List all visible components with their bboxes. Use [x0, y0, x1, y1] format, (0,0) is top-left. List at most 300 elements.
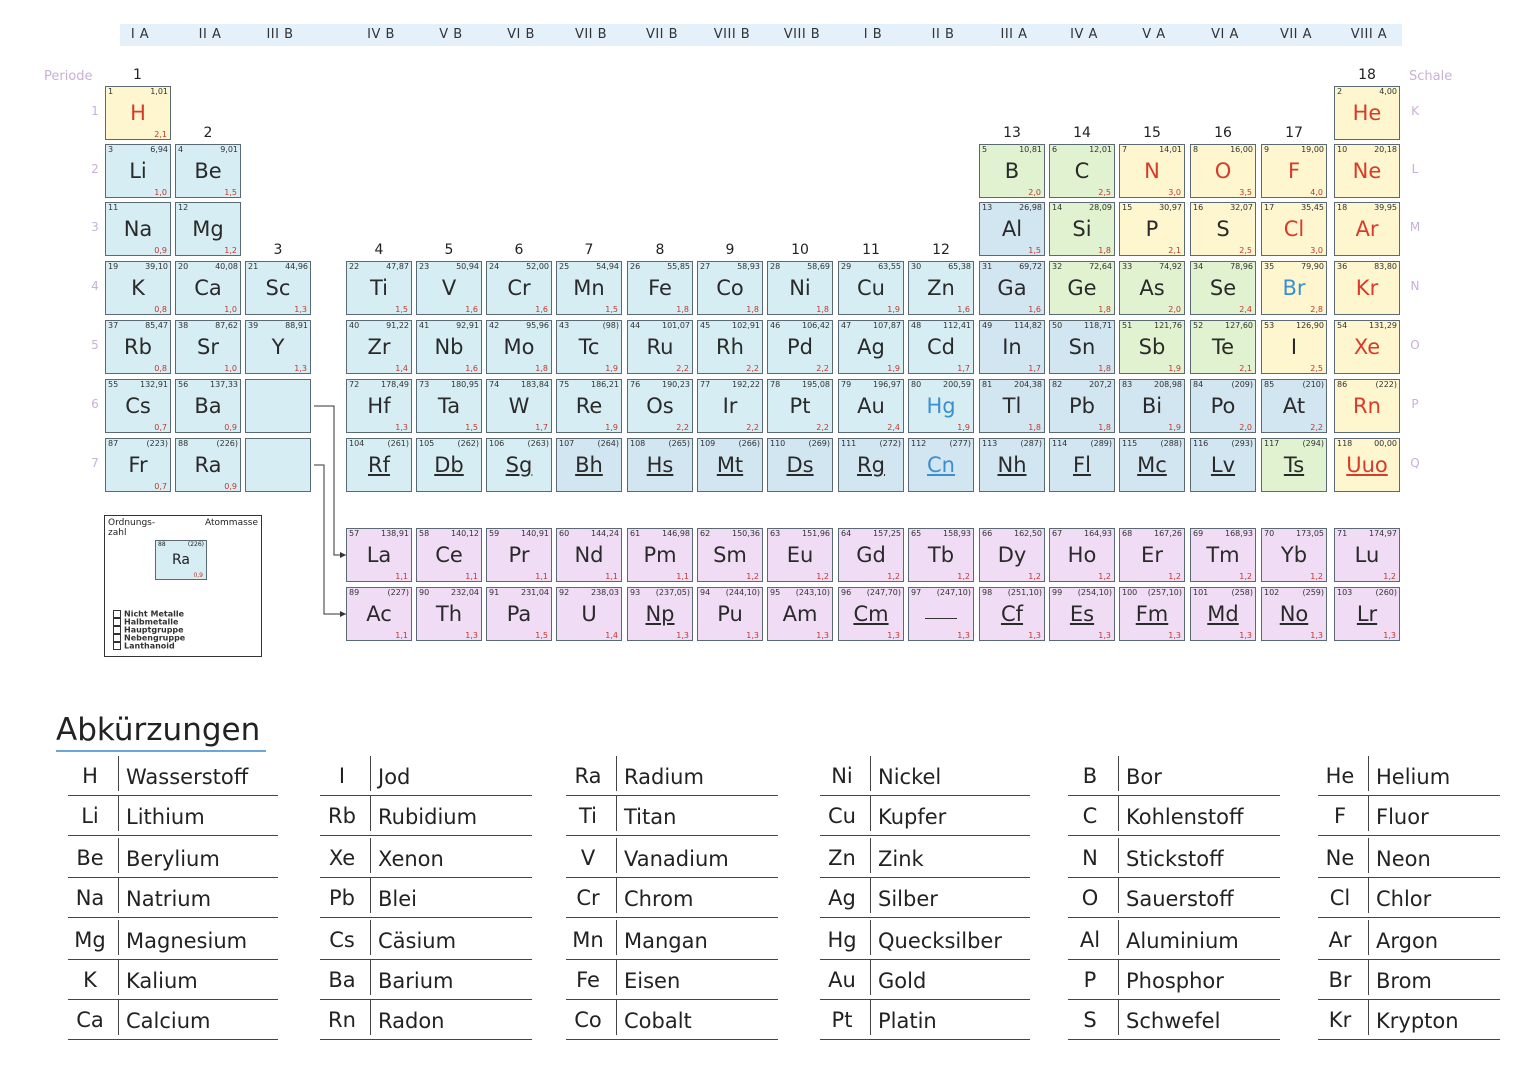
- element-symbol: P: [1145, 217, 1159, 241]
- element-symbol: B: [1004, 159, 1020, 183]
- abbreviation-row: [1318, 838, 1500, 878]
- element-symbol: Na: [123, 217, 153, 241]
- atomic-number: 30: [911, 262, 922, 271]
- abbreviation-divider: [370, 796, 371, 831]
- atomic-mass: 204,38: [1014, 380, 1042, 389]
- atomic-number: 97: [911, 588, 922, 597]
- abbreviation-row: [566, 878, 778, 918]
- atomic-number: 91: [489, 588, 500, 597]
- abbreviation-row: [1068, 920, 1280, 960]
- abbreviation-row: [566, 756, 778, 796]
- atomic-number: 67: [1052, 529, 1063, 538]
- atomic-number: 26: [630, 262, 641, 271]
- electronegativity: 1,1: [535, 572, 548, 581]
- element-symbol: U: [581, 602, 597, 626]
- atomic-number: 74: [489, 380, 500, 389]
- atomic-mass: 186,21: [591, 380, 619, 389]
- element-symbol: Ne: [1352, 159, 1382, 183]
- atomic-number: 54: [1337, 321, 1348, 330]
- atomic-mass: 232,04: [451, 588, 479, 597]
- abbreviation-name: Kohlenstoff: [1126, 805, 1244, 829]
- atomic-mass: (262): [457, 439, 479, 448]
- element-symbol: Sr: [197, 335, 219, 359]
- abbreviation-symbol: Au: [828, 968, 856, 992]
- atomic-mass: 137,33: [210, 380, 238, 389]
- atomic-number: 27: [700, 262, 711, 271]
- abbreviation-symbol: O: [1081, 886, 1099, 910]
- legend-key-nebengruppe: Nebengruppe: [113, 634, 185, 643]
- electronegativity: 1,4: [605, 631, 618, 640]
- atomic-number: 72: [349, 380, 360, 389]
- abbreviation-divider: [870, 756, 871, 791]
- atomic-mass: 74,92: [1159, 262, 1182, 271]
- abbreviation-divider: [870, 878, 871, 913]
- legend-sample-num: 88: [158, 541, 166, 548]
- electronegativity: 2,5: [1098, 188, 1111, 197]
- electronegativity: 1,5: [224, 188, 237, 197]
- group-label: I B: [863, 27, 883, 42]
- element-symbol: Pu: [717, 602, 743, 626]
- atomic-mass: (210): [1302, 380, 1324, 389]
- atomic-number: 15: [1122, 203, 1133, 212]
- atomic-number: 118: [1337, 439, 1353, 448]
- atomic-number: 114: [1052, 439, 1068, 448]
- abbreviation-divider: [1118, 920, 1119, 955]
- legend-atommasse: Atommasse: [205, 518, 258, 528]
- abbreviation-name: Krypton: [1376, 1009, 1459, 1033]
- abbreviation-row: [566, 1000, 778, 1040]
- group-number: 17: [1285, 125, 1303, 141]
- element-symbol: Fl: [1073, 453, 1091, 477]
- abbreviation-row: [820, 878, 1030, 918]
- electronegativity: 0,9: [224, 423, 237, 432]
- abbreviation-divider: [370, 1000, 371, 1035]
- atomic-number: 21: [248, 262, 259, 271]
- atomic-mass: (237,05): [655, 588, 690, 597]
- abbreviation-name: Sauerstoff: [1126, 887, 1234, 911]
- group-label: VIII A: [1350, 27, 1388, 42]
- element-symbol: Mn: [573, 276, 605, 300]
- element-symbol: Os: [646, 394, 674, 418]
- electronegativity: 1,0: [154, 188, 167, 197]
- element-symbol: O: [1214, 159, 1232, 183]
- atomic-mass: 144,24: [591, 529, 619, 538]
- element-symbol: Uuo: [1346, 453, 1388, 477]
- abbreviation-symbol: Ag: [828, 886, 856, 910]
- arrow-head-actinoids: [340, 611, 346, 617]
- atomic-mass: 190,23: [662, 380, 690, 389]
- group-number: 11: [862, 242, 880, 258]
- group-number: 12: [932, 242, 950, 258]
- atomic-mass: 95,96: [526, 321, 549, 330]
- abbreviation-divider: [1368, 838, 1369, 873]
- abbreviation-divider: [1368, 960, 1369, 995]
- element-symbol: Es: [1069, 602, 1095, 626]
- abbreviation-symbol: Ni: [831, 764, 853, 788]
- atomic-number: 29: [841, 262, 852, 271]
- element-symbol: Ga: [997, 276, 1027, 300]
- electronegativity: 1,2: [224, 246, 237, 255]
- atomic-number: 93: [630, 588, 641, 597]
- abbreviation-name: Wasserstoff: [126, 765, 249, 789]
- abbreviation-name: Chrom: [624, 887, 694, 911]
- legend-box: [104, 515, 262, 657]
- element-symbol: Pr: [508, 543, 530, 567]
- atomic-mass: (227): [387, 588, 409, 597]
- electronegativity: 1,8: [1098, 305, 1111, 314]
- atomic-number: 25: [559, 262, 570, 271]
- atomic-number: 9: [1264, 145, 1270, 154]
- abbreviation-divider: [1368, 756, 1369, 791]
- electronegativity: 1,5: [605, 305, 618, 314]
- atomic-number: 90: [419, 588, 430, 597]
- atomic-mass: 167,26: [1154, 529, 1182, 538]
- element-symbol: No: [1279, 602, 1309, 626]
- element-symbol: Rb: [124, 335, 152, 359]
- abbreviation-symbol: Xe: [328, 846, 356, 870]
- shell-letter: N: [1410, 279, 1420, 293]
- atomic-mass: 131,29: [1369, 321, 1397, 330]
- abbreviation-name: Platin: [878, 1009, 937, 1033]
- atomic-number: 57: [349, 529, 360, 538]
- atomic-number: 35: [1264, 262, 1275, 271]
- atomic-number: 105: [419, 439, 435, 448]
- electronegativity: 1,3: [1239, 631, 1252, 640]
- atomic-mass: 58,93: [737, 262, 760, 271]
- atomic-number: 17: [1264, 203, 1275, 212]
- atomic-mass: (261): [387, 439, 409, 448]
- atomic-mass: (223): [146, 439, 168, 448]
- group-label: VII B: [574, 27, 608, 42]
- electronegativity: 1,2: [816, 572, 829, 581]
- abbreviation-divider: [370, 838, 371, 873]
- atomic-number: 7: [1122, 145, 1128, 154]
- abbreviation-name: Neon: [1376, 847, 1431, 871]
- element-symbol: Tb: [927, 543, 955, 567]
- abbreviation-divider: [616, 838, 617, 873]
- atomic-mass: 69,72: [1019, 262, 1042, 271]
- abbreviation-name: Cäsium: [378, 929, 457, 953]
- abbreviation-divider: [118, 756, 119, 791]
- legend-key-nichtmetalle: Nicht Metalle: [113, 610, 184, 619]
- atomic-mass: 30,97: [1159, 203, 1182, 212]
- atomic-number: 80: [911, 380, 922, 389]
- atomic-number: 5: [982, 145, 988, 154]
- group-label: VI A: [1211, 27, 1239, 42]
- atomic-mass: (254,10): [1077, 588, 1112, 597]
- atomic-number: 103: [1337, 588, 1353, 597]
- abbreviation-name: Gold: [878, 969, 927, 993]
- atomic-number: 64: [841, 529, 852, 538]
- element-symbol: Dy: [997, 543, 1027, 567]
- element-symbol: Md: [1207, 602, 1239, 626]
- atomic-number: 24: [489, 262, 500, 271]
- abbreviation-symbol: B: [1082, 764, 1098, 788]
- atomic-number: 98: [982, 588, 993, 597]
- abbreviation-name: Brom: [1376, 969, 1432, 993]
- element-symbol: Ta: [437, 394, 461, 418]
- atomic-mass: 9,01: [220, 145, 238, 154]
- atomic-mass: 12,01: [1089, 145, 1112, 154]
- abbreviation-name: Kalium: [126, 969, 198, 993]
- abbreviation-divider: [870, 838, 871, 873]
- element-symbol: Se: [1209, 276, 1237, 300]
- abbreviation-divider: [1118, 960, 1119, 995]
- element-symbol: Np: [645, 602, 675, 626]
- electronegativity: 1,6: [465, 364, 478, 373]
- shell-letter: M: [1409, 220, 1421, 234]
- electronegativity: 2,1: [154, 130, 167, 139]
- electronegativity: 1,6: [465, 305, 478, 314]
- group-label: VIII B: [783, 27, 821, 42]
- atomic-mass: (222): [1375, 380, 1397, 389]
- atomic-number: 115: [1122, 439, 1138, 448]
- atomic-number: 96: [841, 588, 852, 597]
- abbreviation-name: Kupfer: [878, 805, 947, 829]
- group-label: VIII B: [713, 27, 751, 42]
- abbreviation-symbol: Cr: [576, 886, 600, 910]
- atomic-number: 110: [770, 439, 786, 448]
- element-symbol: Rg: [857, 453, 885, 477]
- atomic-mass: 132,91: [140, 380, 168, 389]
- electronegativity: 2,1: [1168, 246, 1181, 255]
- abbreviation-divider: [1368, 1000, 1369, 1035]
- atomic-mass: 52,00: [526, 262, 549, 271]
- electronegativity: 1,3: [465, 631, 478, 640]
- atomic-number: 117: [1264, 439, 1280, 448]
- group-label: IV A: [1070, 27, 1098, 42]
- abbreviation-symbol: He: [1325, 764, 1355, 788]
- abbreviation-symbol: Li: [81, 804, 99, 828]
- electronegativity: 1,8: [1028, 423, 1041, 432]
- electronegativity: 2,5: [1310, 364, 1323, 373]
- electronegativity: 1,6: [957, 305, 970, 314]
- abbreviation-row: [1318, 920, 1500, 960]
- element-symbol: N: [1144, 159, 1160, 183]
- electronegativity: 2,4: [1239, 305, 1252, 314]
- atomic-mass: 151,96: [802, 529, 830, 538]
- atomic-number: 107: [559, 439, 575, 448]
- element-symbol: Pm: [643, 543, 677, 567]
- abbreviation-symbol: Kr: [1328, 1008, 1352, 1032]
- abbreviation-symbol: H: [82, 764, 98, 788]
- element-symbol: Ru: [646, 335, 674, 359]
- group-number: 3: [273, 242, 283, 258]
- atomic-mass: (247,70): [866, 588, 901, 597]
- atomic-mass: (269): [808, 439, 830, 448]
- element-symbol: S: [1216, 217, 1230, 241]
- abbreviation-symbol: Na: [75, 886, 105, 910]
- atomic-number: 13: [982, 203, 993, 212]
- group-number: 6: [514, 242, 524, 258]
- electronegativity: 1,3: [294, 305, 307, 314]
- electronegativity: 1,3: [746, 631, 759, 640]
- legend-key-halbmetalle: Halbmetalle: [113, 618, 178, 627]
- atomic-number: 62: [700, 529, 711, 538]
- element-symbol: Te: [1211, 335, 1235, 359]
- element-symbol: Sb: [1138, 335, 1166, 359]
- shell-letter: K: [1411, 104, 1419, 118]
- abbreviation-symbol: Pb: [329, 886, 355, 910]
- atomic-mass: 208,98: [1154, 380, 1182, 389]
- atomic-number: 48: [911, 321, 922, 330]
- abbreviation-symbol: Cl: [1329, 886, 1351, 910]
- abbreviation-name: Radium: [624, 765, 704, 789]
- abbreviation-symbol: Cu: [828, 804, 856, 828]
- electronegativity: 1,9: [957, 423, 970, 432]
- element-symbol: Cf: [1000, 602, 1024, 626]
- atomic-mass: 72,64: [1089, 262, 1112, 271]
- abbreviation-row: [1068, 1000, 1280, 1040]
- atomic-number: 116: [1193, 439, 1209, 448]
- electronegativity: 1,3: [294, 364, 307, 373]
- atomic-mass: 54,94: [596, 262, 619, 271]
- abbreviation-divider: [616, 756, 617, 791]
- abbreviation-row: [820, 920, 1030, 960]
- atomic-mass: 58,69: [807, 262, 830, 271]
- period-label: Periode: [44, 69, 93, 84]
- element-symbol: Si: [1072, 217, 1092, 241]
- element-symbol: Hf: [367, 394, 391, 418]
- atomic-mass: (209): [1231, 380, 1253, 389]
- abbreviation-row: [68, 878, 278, 918]
- abbreviation-divider: [370, 920, 371, 955]
- atomic-number: 102: [1264, 588, 1280, 597]
- legend-key-hauptgruppe: Hauptgruppe: [113, 626, 184, 635]
- atomic-mass: 164,93: [1084, 529, 1112, 538]
- abbreviation-symbol: C: [1082, 804, 1098, 828]
- atomic-number: 65: [911, 529, 922, 538]
- element-symbol: Lv: [1210, 453, 1236, 477]
- atomic-mass: 83,80: [1374, 262, 1397, 271]
- abbreviation-row: [1068, 756, 1280, 796]
- electronegativity: 0,8: [154, 364, 167, 373]
- element-symbol: Pb: [1069, 394, 1095, 418]
- abbreviation-divider: [1368, 920, 1369, 955]
- arrow-actinoids: [314, 465, 346, 614]
- element-symbol: Ac: [366, 602, 392, 626]
- atomic-number: 71: [1337, 529, 1348, 538]
- atomic-mass: 26,98: [1019, 203, 1042, 212]
- electronegativity: 1,6: [1028, 305, 1041, 314]
- atomic-mass: 1,01: [150, 87, 168, 96]
- electronegativity: 0,8: [154, 305, 167, 314]
- group-number: 5: [444, 242, 454, 258]
- atomic-number: 39: [248, 321, 259, 330]
- atomic-mass: (266): [738, 439, 760, 448]
- abbreviation-symbol: S: [1083, 1008, 1097, 1032]
- electronegativity: 1,9: [1168, 364, 1181, 373]
- atomic-number: 45: [700, 321, 711, 330]
- abbreviation-row: [68, 920, 278, 960]
- atomic-number: 70: [1264, 529, 1275, 538]
- abbreviation-divider: [1368, 878, 1369, 913]
- electronegativity: 3,0: [1310, 246, 1323, 255]
- group-number: 4: [374, 242, 384, 258]
- element-symbol: Ba: [194, 394, 222, 418]
- atomic-number: 63: [770, 529, 781, 538]
- atomic-mass: (243,10): [795, 588, 830, 597]
- abbreviation-divider: [616, 878, 617, 913]
- atomic-mass: 78,96: [1230, 262, 1253, 271]
- element-symbol: V: [441, 276, 457, 300]
- atomic-mass: 63,55: [878, 262, 901, 271]
- element-symbol: Br: [1282, 276, 1306, 300]
- atomic-number: 46: [770, 321, 781, 330]
- abbreviation-name: Mangan: [624, 929, 708, 953]
- element-symbol: Mt: [716, 453, 744, 477]
- abbreviation-name: Vanadium: [624, 847, 729, 871]
- atomic-mass: 102,91: [732, 321, 760, 330]
- abbreviation-divider: [370, 756, 371, 791]
- abbreviation-name: Berylium: [126, 847, 220, 871]
- abbreviation-divider: [616, 796, 617, 831]
- abbreviation-symbol: Cs: [329, 928, 355, 952]
- atomic-mass: 35,45: [1301, 203, 1324, 212]
- element-symbol: Fe: [648, 276, 672, 300]
- atomic-mass: (244,10): [725, 588, 760, 597]
- abbreviation-symbol: Mn: [572, 928, 604, 952]
- electronegativity: 0,7: [154, 423, 167, 432]
- atomic-number: 2: [1337, 87, 1343, 96]
- electronegativity: 1,1: [676, 572, 689, 581]
- atomic-mass: 106,42: [802, 321, 830, 330]
- abbreviation-divider: [370, 878, 371, 913]
- atomic-number: 4: [178, 145, 184, 154]
- element-symbol: Co: [716, 276, 744, 300]
- atomic-mass: (258): [1231, 588, 1253, 597]
- atomic-number: 3: [108, 145, 114, 154]
- atomic-mass: 101,07: [662, 321, 690, 330]
- electronegativity: 1,3: [676, 631, 689, 640]
- abbreviation-divider: [870, 1000, 871, 1035]
- electronegativity: 1,9: [1168, 423, 1181, 432]
- atomic-mass: 192,22: [732, 380, 760, 389]
- abbreviation-symbol: V: [580, 846, 596, 870]
- atomic-number: 18: [1337, 203, 1348, 212]
- element-symbol: Th: [435, 602, 463, 626]
- abbreviation-row: [566, 920, 778, 960]
- abbreviation-divider: [616, 960, 617, 995]
- atomic-number: 58: [419, 529, 430, 538]
- abbreviation-row: [68, 756, 278, 796]
- abbreviation-row: [320, 920, 532, 960]
- electronegativity: 1,3: [1310, 631, 1323, 640]
- element-symbol: Mg: [192, 217, 224, 241]
- atomic-number: 1: [108, 87, 114, 96]
- electronegativity: 1,0: [224, 305, 237, 314]
- abbreviation-row: [320, 960, 532, 1000]
- abbreviation-divider: [118, 838, 119, 873]
- abbreviation-symbol: Rb: [328, 804, 356, 828]
- atomic-number: 55: [108, 380, 119, 389]
- atomic-mass: 20,18: [1374, 145, 1397, 154]
- atomic-mass: 114,82: [1014, 321, 1042, 330]
- element-symbol: Rf: [368, 453, 390, 477]
- element-symbol: C: [1074, 159, 1090, 183]
- atomic-number: 100: [1122, 588, 1138, 597]
- abbreviation-name: Argon: [1376, 929, 1439, 953]
- electronegativity: 1,2: [746, 572, 759, 581]
- atomic-number: 85: [1264, 380, 1275, 389]
- atomic-mass: (287): [1020, 439, 1042, 448]
- atomic-mass: (264): [597, 439, 619, 448]
- abbreviation-name: Cobalt: [624, 1009, 692, 1033]
- shell-letter: O: [1410, 338, 1420, 352]
- electronegativity: 2,4: [887, 423, 900, 432]
- atomic-number: 75: [559, 380, 570, 389]
- atomic-mass: 140,12: [451, 529, 479, 538]
